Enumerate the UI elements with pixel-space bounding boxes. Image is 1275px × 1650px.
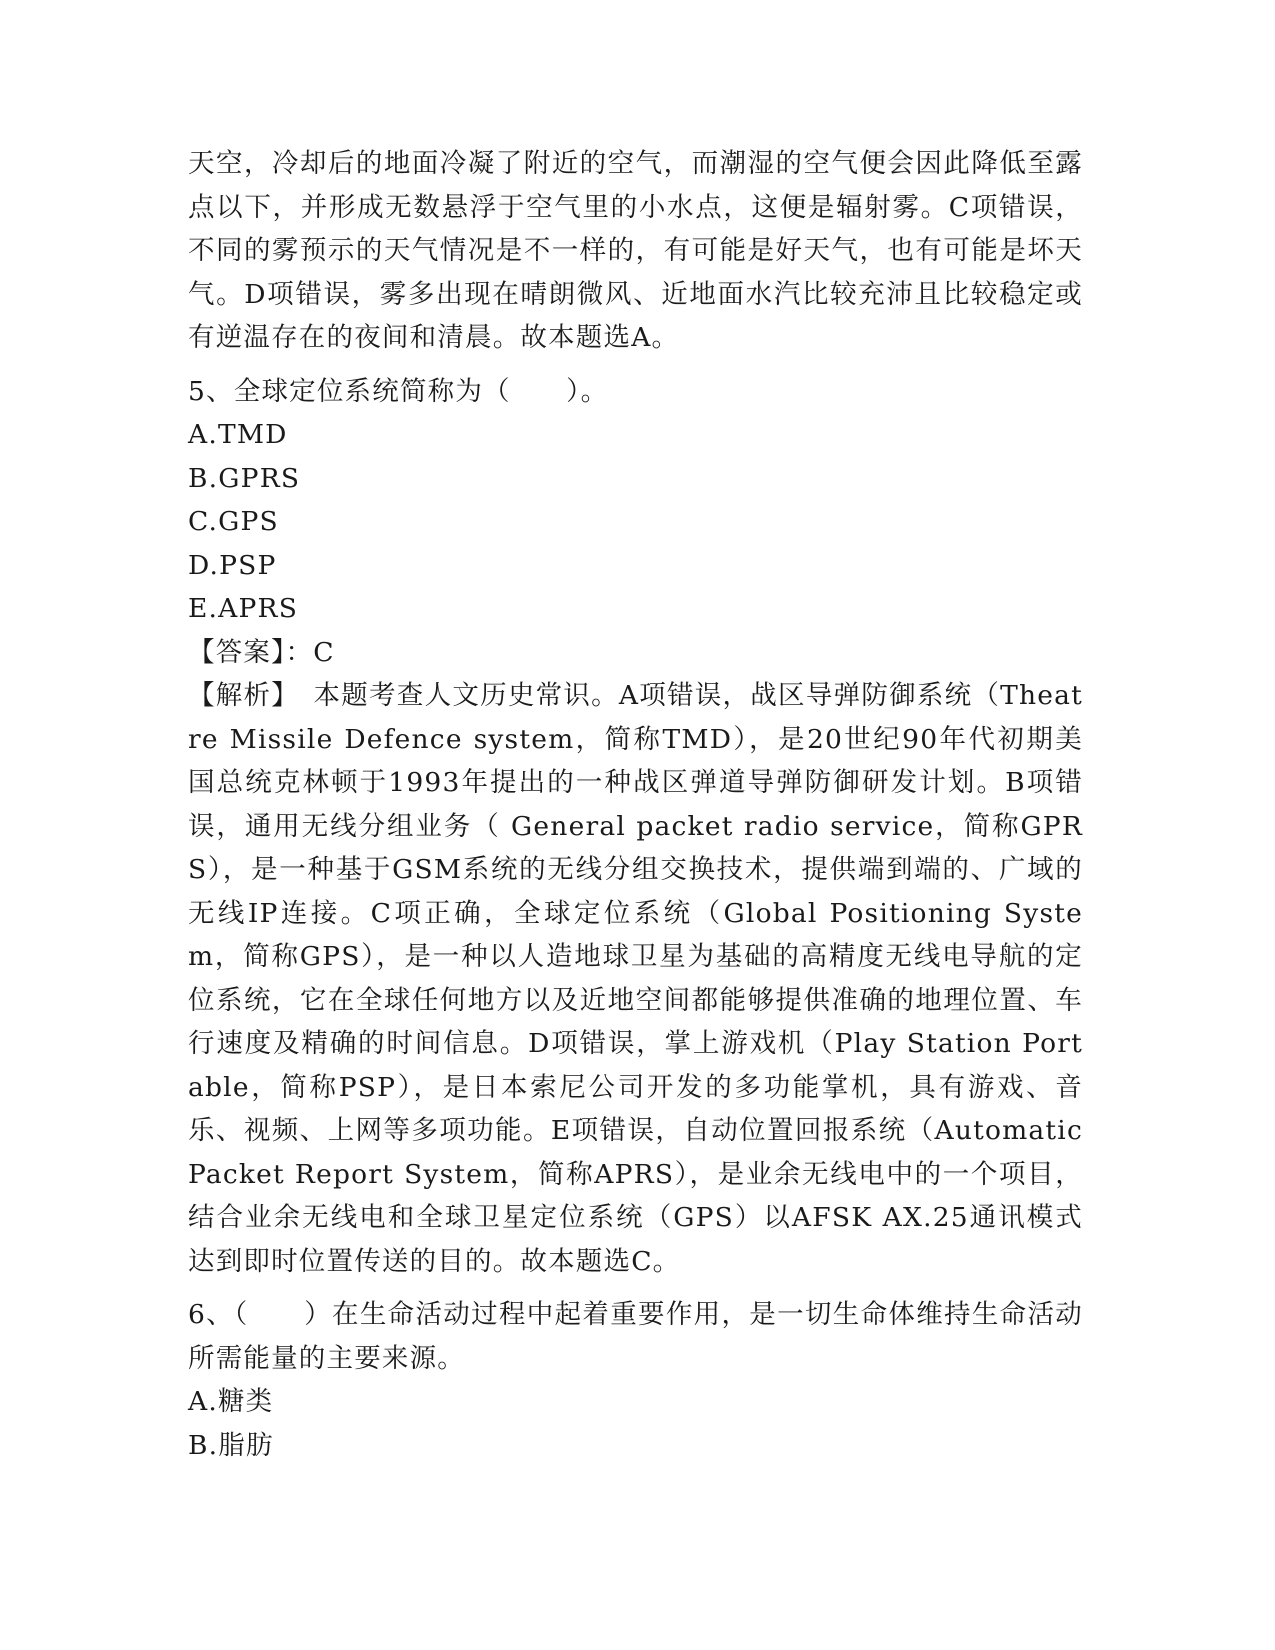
question-6-stem: 6、（ ）在生命活动过程中起着重要作用，是一切生命体维持生命活动所需能量的主要来源。 <box>188 1299 1083 1374</box>
question-5-option-d: D.PSP <box>188 549 277 581</box>
document-page <box>188 142 1083 1467</box>
question-5-option-b: B.GPRS <box>188 462 301 494</box>
paragraph-gap <box>188 360 1083 370</box>
question-5-stem: 5、全球定位系统简称为（ ）。 <box>188 375 609 407</box>
question-5-option-c: C.GPS <box>188 506 279 537</box>
previous-analysis-continuation: 天空，冷却后的地面冷凝了附近的空气，而潮湿的空气便会因此降低至露点以下，并形成无数悬浮于空气里的小水点，这便是辐射雾。C项错误，不同的雾预示的天气情况是不一样的，有可能是好天气，也有可能是坏天气。D项错误，雾多出现在晴朗微风、近地面水汽比较充沛且比较稳定或有逆温存在的夜间和清晨。故本题选A。 <box>188 148 1083 353</box>
question-5-analysis: 【解析】 本题考查人文历史常识。A项错误，战区导弹防御系统（Theatre Missile Defence system，简称TMD），是20世纪90年代初期美国总统克林顿于1993年提出的一种战区弹道导弹防御研发计划。B项错误，通用无线分组业务（ General packet radio service，简称GPRS），是一种基于GSM系统的无线分组交换技术，提供端到端的、广域的无线IP连接。C项正确，全球定位系统（Global Positioning System，简称GPS），是一种以人造地球卫星为基础的高精度无线电导航的定位系统，它在全球任何地方以及近地空间都能够提供准确的地理位置、车行速度及精确的时间信息。D项错误，掌上游戏机（Play Station Portable，简称PSP），是日本索尼公司开发的多功能掌机，具有游戏、音乐、视频、上网等多项功能。E项错误，自动位置回报系统（Automatic Packet Report System，简称APRS），是业余无线电中的一个项目，结合业余无线电和全球卫星定位系统（GPS）以AFSK AX.25通讯模式达到即时位置传送的目的。故本题选C。 <box>188 680 1083 1277</box>
question-6-option-a: A.糖类 <box>188 1386 274 1417</box>
question-5-option-e: E.APRS <box>188 593 299 624</box>
question-6-option-b: B.脂肪 <box>188 1429 274 1461</box>
paragraph-gap <box>188 1283 1083 1293</box>
question-5-option-a: A.TMD <box>188 419 288 450</box>
question-5-answer: 【答案】：C <box>188 636 335 668</box>
